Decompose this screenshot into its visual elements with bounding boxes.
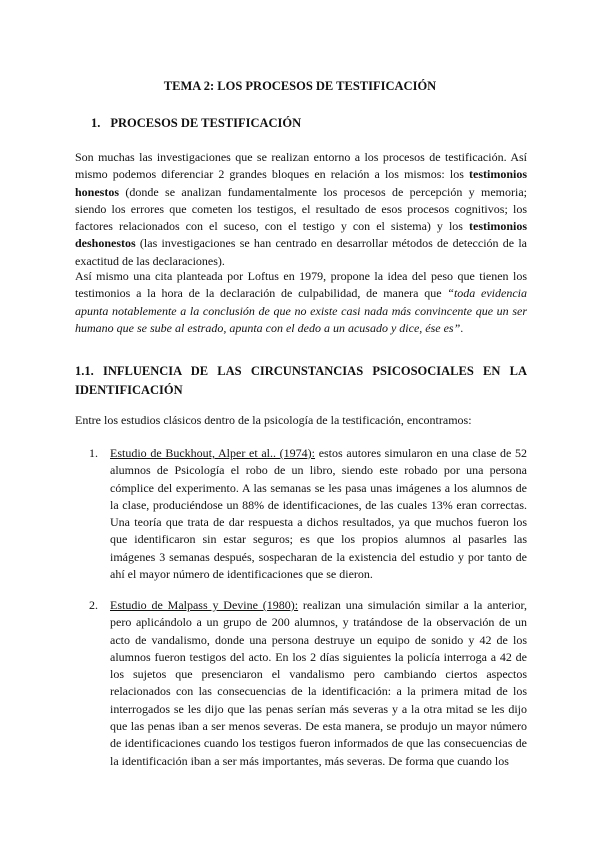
paragraph-1-text-a: Son muchas las investigaciones que se realizan entorno a los procesos de testificación. Así mismo podemos diferenciar 2 grandes bloques en relación a los mismos: los bbox=[75, 150, 527, 182]
list-item-marker: 1. bbox=[89, 446, 98, 460]
paragraph-2-quote: “toda evidencia apunta notablemente a la conclusión de que no existe casi nada más convincente que un ser humano que se sube al estrado, apunta con el dedo a un acusado y dice, ése es” bbox=[75, 286, 528, 335]
paragraph-1-bold-dishonest: testimonios deshonestos bbox=[75, 219, 527, 251]
paragraph-2 bbox=[75, 268, 527, 337]
paragraph-1-text-b: (donde se analizan fundamentalmente los procesos de percepción y memoria; siendo los errores que cometen los testigos, el resultado de esos procesos cognitivos; los factores relacionados con el suceso, con el testigo y con el sistema) y los bbox=[75, 184, 527, 234]
list-item bbox=[89, 445, 528, 583]
list-item-text: estos autores simularon en una clase de 52 alumnos de Psicología el robo de un libro, siendo este robado por una persona cómplice del experimento. A las semanas se les pasa unas imágenes a los alumnos de la clase, produciéndose un 88% de identificaciones, de las cuales 13% eran correctas. Una teoría que trata de dar respuesta a dichos resultados, ya que muchos fueron los que identificaron sin estar seguros; es que los propios alumnos al pasarles las imágenes 3 semanas después, sospecharan de la existencia del estudio y por tanto de ahí el mayor número de identificaciones que se dieron. bbox=[110, 446, 528, 582]
paragraph-1-bold-honest: testimonios honestos bbox=[75, 167, 527, 199]
paragraph-3: Entre los estudios clásicos dentro de la psicología de la testificación, encontramos: bbox=[75, 413, 472, 427]
list-item-marker: 2. bbox=[89, 598, 98, 612]
section-1-1-heading: 1.1. INFLUENCIA DE LAS CIRCUNSTANCIAS PSICOSOCIALES EN LA IDENTIFICACIÓN bbox=[75, 364, 527, 397]
section-1-number: 1. bbox=[91, 116, 101, 130]
section-1-title: PROCESOS DE TESTIFICACIÓN bbox=[110, 116, 302, 130]
paragraph-1 bbox=[75, 149, 527, 270]
list-item-study-title: Estudio de Buckhout, Alper et al.. (1974): bbox=[110, 446, 316, 460]
paragraph-2-text-a: Así mismo una cita planteada por Loftus en 1979, propone la idea del peso que tienen los testimonios a la hora de la declaración de culpabilidad, de manera que bbox=[75, 269, 527, 301]
list-item-text: realizan una simulación similar a la anterior, pero aplicándolo a un grupo de 200 alumnos, y tratándose de la observación de un acto de vandalismo, donde una persona destruye un equipo de sonido y 42 de los alumnos fueron testigos del acto. En los 2 días siguientes la policía interroga a 42 de los sujetos que presenciaron el vandalismo pero cambiando ciertos aspectos relacionados con las consecuencias de la identificación: a la primera mitad de los interrogados se les dijo que las penas serían más severas y a la otra mitad se les dijo que las penas iban a ser menos severas. De esta manera, se produjo un mayor número de identificaciones cuando los testigos fueron informados de que las consecuencias de la identificación iban a ser más importantes, más severas. De forma que cuando los bbox=[110, 598, 527, 768]
list-item-study-title: Estudio de Malpass y Devine (1980): bbox=[110, 598, 299, 612]
list-item bbox=[89, 597, 527, 770]
section-1-heading bbox=[91, 115, 301, 132]
paragraph-1-text-c: (las investigaciones se han centrado en desarrollar métodos de detección de la exactitud de las declaraciones). bbox=[75, 236, 527, 268]
paragraph-2-text-b: . bbox=[460, 320, 464, 335]
document-title: TEMA 2: LOS PROCESOS DE TESTIFICACIÓN bbox=[163, 79, 437, 93]
